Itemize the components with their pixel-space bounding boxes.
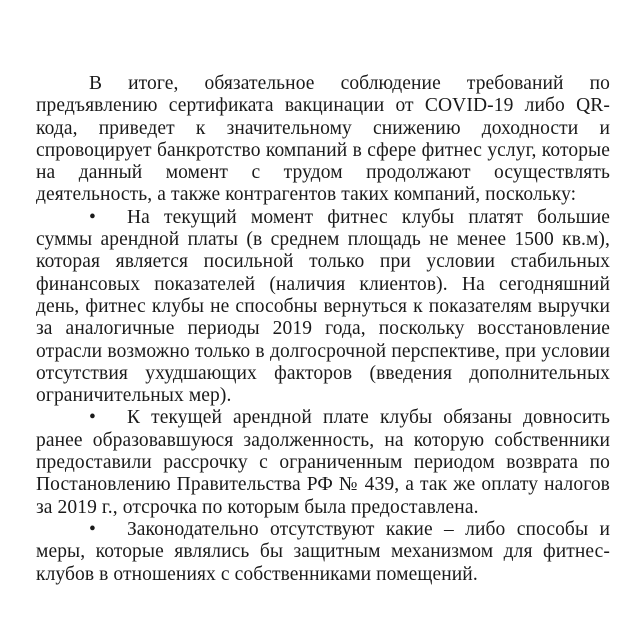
bullet-gap (96, 422, 127, 423)
document-text-block (36, 73, 610, 586)
bullet-gap (96, 534, 127, 535)
bullet-item-law (36, 519, 610, 586)
bullet-marker-icon: • (89, 206, 96, 228)
bullet-marker-icon: • (89, 518, 96, 540)
bullet-marker-icon: • (89, 407, 96, 429)
bullet-item-debt (36, 407, 610, 518)
bullet-gap (96, 222, 127, 223)
bullet-item-rent (36, 207, 610, 408)
bullet-item-law-text: Законодательно отсутствуют какие – либо способы и меры, которые являлись бы защитным механизмом для фитнес-клубов в отношениях с собственниками помещений. (36, 518, 610, 585)
paragraph-intro (36, 73, 610, 207)
bullet-item-rent-text: На текущий момент фитнес клубы платят большие суммы арендной платы (в среднем площадь не менее 1500 кв.м), которая является посильной только при условии стабильных финансовых показателей (наличия клиентов). На сегодняшний день, фитнес клубы не способны вернуться к показателям выручки за аналогичные периоды 2019 года, поскольку восстановление отрасли возможно только в долгосрочной перспективе, при условии отсутствия ухудшающих факторов (введения дополнительных ограничительных мер). (36, 206, 610, 407)
paragraph-intro-text: В итоге, обязательное соблюдение требований по предъявлению сертификата вакцинации от COVID-19 либо QR-кода, приведет к значительному снижению доходности и спровоцирует банкротство компаний в сфере фитнес услуг, которые на данный момент с трудом продолжают осуществлять деятельность, а также контрагентов таких компаний, поскольку: (36, 73, 610, 206)
bullet-item-debt-text: К текущей арендной плате клубы обязаны довносить ранее образовавшуюся задолженность, на которую собственники предоставили рассрочку с ограниченным периодом возврата по Постановлению Правительства РФ № 439, а так же оплату налогов за 2019 г., отсрочка по которым была предоставлена. (36, 407, 610, 518)
